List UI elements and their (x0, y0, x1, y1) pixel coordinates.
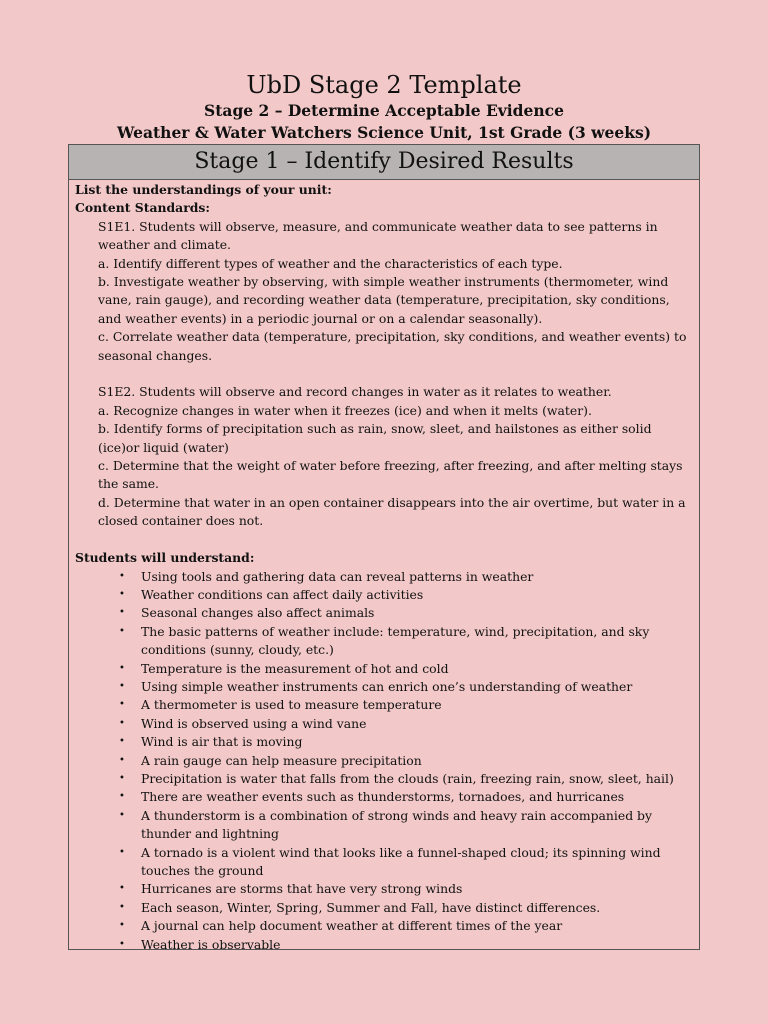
bullet-icon: • (119, 699, 125, 711)
list-item (119, 586, 691, 604)
unit-subtitle: Weather & Water Watchers Science Unit, 1st Grade (3 weeks) (116, 123, 652, 142)
list-item (119, 715, 691, 733)
bullet-icon: • (119, 846, 125, 858)
understanding-text: A thermometer is used to measure temperature (141, 697, 442, 713)
list-item (119, 568, 691, 586)
standard-line: d. Determine that water in an open container disappears into the air overtime, but water in a closed container does not. (98, 494, 686, 529)
understanding-text: Weather conditions can affect daily activities (141, 586, 424, 602)
bullet-icon: • (119, 938, 125, 950)
understanding-text: Hurricanes are storms that have very strong winds (141, 881, 463, 897)
bullet-icon: • (119, 680, 125, 692)
bullet-icon: • (119, 736, 125, 748)
list-item (119, 770, 691, 788)
list-item (119, 752, 691, 770)
understanding-text: Wind is observed using a wind vane (141, 715, 367, 731)
bullet-icon: • (119, 883, 125, 895)
understanding-text: Using tools and gathering data can reveal patterns in weather (141, 568, 534, 584)
standard-s1e1 (75, 218, 691, 365)
stage-box (68, 144, 700, 950)
understanding-text: The basic patterns of weather include: temperature, wind, precipitation, and sky conditions (sunny, cloudy, etc.) (141, 623, 650, 658)
understand-label: Students will understand: (75, 550, 255, 566)
bullet-icon: • (119, 791, 125, 803)
bullet-icon: • (119, 717, 125, 729)
standard-line: c. Correlate weather data (temperature, precipitation, sky conditions, and weather events) to seasonal changes. (98, 329, 687, 363)
understanding-text: Wind is air that is moving (141, 734, 303, 750)
bullet-icon: • (119, 570, 125, 582)
document-title: UbD Stage 2 Template (246, 71, 522, 99)
list-item (119, 733, 691, 751)
standard-line: c. Determine that the weight of water before freezing, after freezing, and after melting stays the same. (98, 458, 683, 492)
standard-s1e2 (75, 383, 691, 530)
bullet-icon: • (119, 662, 125, 674)
list-item (119, 899, 691, 917)
list-item (119, 696, 691, 714)
list-item (119, 807, 691, 844)
list-item (119, 678, 691, 696)
list-label: List the understandings of your unit: (75, 182, 332, 197)
bullet-icon: • (119, 809, 125, 821)
list-item (119, 604, 691, 622)
standard-line: a. Identify different types of weather and the characteristics of each type. (98, 255, 563, 271)
bullet-icon: • (119, 754, 125, 766)
standard-line: S1E1. Students will observe, measure, and communicate weather data to see patterns in weather and climate. (98, 218, 658, 253)
standard-line: a. Recognize changes in water when it freezes (ice) and when it melts (water). (98, 402, 592, 418)
list-item (119, 623, 691, 660)
stage-subtitle: Stage 2 – Determine Acceptable Evidence (204, 101, 564, 120)
understanding-text: Using simple weather instruments can enrich one’s understanding of weather (141, 678, 633, 694)
understanding-text: A tornado is a violent wind that looks like a funnel-shaped cloud; its spinning wind touches the ground (141, 844, 661, 878)
list-item (119, 660, 691, 678)
understanding-text: A rain gauge can help measure precipitation (141, 752, 422, 768)
understanding-text: Each season, Winter, Spring, Summer and Fall, have distinct differences. (141, 899, 601, 915)
understandings-list (75, 568, 691, 955)
stage-heading: Stage 1 – Identify Desired Results (69, 145, 699, 180)
list-item (119, 788, 691, 806)
spacer (75, 531, 691, 549)
standard-line: b. Identify forms of precipitation such as rain, snow, sleet, and hailstones as either solid (ice)or liquid (water) (98, 421, 652, 455)
understanding-text: Weather is observable (141, 936, 281, 952)
understanding-text: Seasonal changes also affect animals (141, 605, 375, 621)
understanding-text: Temperature is the measurement of hot and cold (141, 660, 449, 676)
bullet-icon: • (119, 588, 125, 600)
list-item (119, 936, 691, 954)
bullet-icon: • (119, 920, 125, 932)
list-item (119, 880, 691, 898)
stage-content (69, 180, 699, 954)
standards-label: Content Standards: (75, 200, 210, 216)
spacer (75, 365, 691, 383)
bullet-icon: • (119, 772, 125, 784)
standard-line: b. Investigate weather by observing, with simple weather instruments (thermometer, wind vane, rain gauge), and recording weather data (temperature, precipitation, sky conditions, and weather events) in a periodic journal or on a calendar seasonally). (98, 274, 670, 326)
standard-line: S1E2. Students will observe and record changes in water as it relates to weather. (98, 384, 612, 400)
list-item (119, 844, 691, 881)
list-item (119, 917, 691, 935)
understanding-text: A journal can help document weather at different times of the year (141, 918, 563, 934)
understanding-text: Precipitation is water that falls from the clouds (rain, freezing rain, snow, sleet, hail) (141, 770, 674, 786)
understanding-text: A thunderstorm is a combination of strong winds and heavy rain accompanied by thunder and lightning (141, 807, 652, 842)
understanding-text: There are weather events such as thunderstorms, tornadoes, and hurricanes (141, 789, 625, 805)
bullet-icon: • (119, 625, 125, 637)
bullet-icon: • (119, 901, 125, 913)
bullet-icon: • (119, 607, 125, 619)
